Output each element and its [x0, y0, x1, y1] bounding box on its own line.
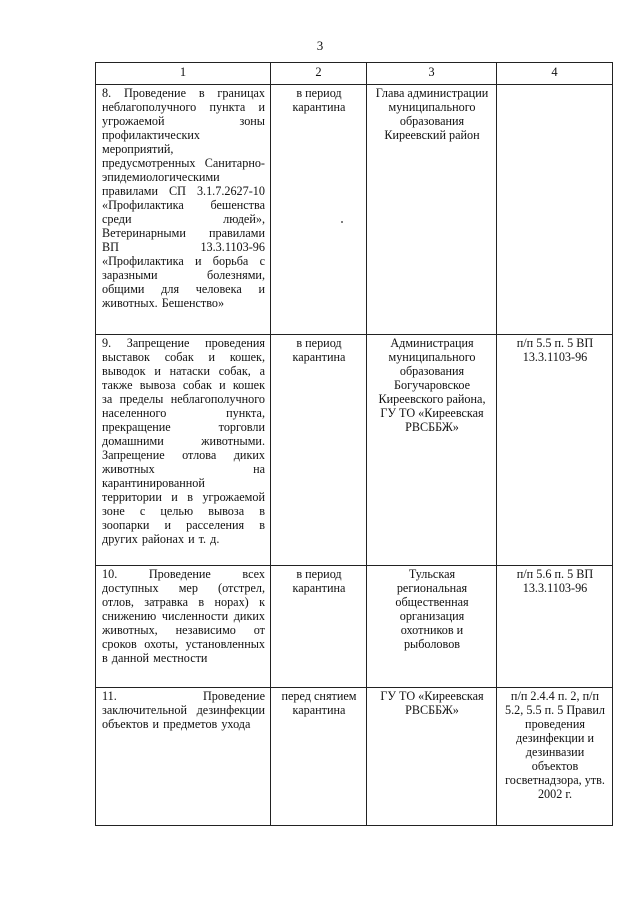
measure-cell: 9. Запрещение проведения выставок собак и кошек, выводок и натаски собак, а также вывоза собак и кошек за пределы неблагополучного населенного пункта, прекращение торговли домашними животными. Запрещение отлова диких животных на карантинированной территории и в угрожаемой зоне с целью вывоза в зоопарки и расселения в других районах и т. д.: [96, 335, 271, 566]
measure-cell: 10. Проведение всех доступных мер (отстрел, отлов, затравка в норах) к снижению численности диких животных, независимо от сроков охоты, установленных в данной местности: [96, 566, 271, 688]
term-cell: в период карантина: [271, 85, 367, 335]
measure-cell: 11. Проведение заключительной дезинфекции объектов и предметов ухода: [96, 688, 271, 826]
table-row: [96, 566, 613, 688]
column-header-3: 3: [367, 63, 497, 85]
executor-cell: ГУ ТО «Киреевская РВСББЖ»: [367, 688, 497, 826]
table-row: [96, 335, 613, 566]
term-cell: перед снятием карантина: [271, 688, 367, 826]
column-header-2: 2: [271, 63, 367, 85]
term-cell: в период карантина: [271, 566, 367, 688]
page-number: 3: [316, 38, 324, 53]
table-row: [96, 688, 613, 826]
executor-cell: Тульская региональная общественная организация охотников и рыболовов: [367, 566, 497, 688]
measure-cell: 8. Проведение в границах неблагополучного пункта и угрожаемой зоны профилактических мероприятий, предусмотренных Санитарно-эпидемиологическими правилами СП 3.1.7.2627-10 «Профилактика бешенства среди людей», Ветеринарными правилами ВП 13.3.1103-96 «Профилактика и борьба с заразными болезнями, общими для человека и животных. Бешенство»: [96, 85, 271, 335]
basis-cell: [497, 85, 613, 335]
measures-table: [95, 62, 613, 826]
term-cell: в период карантина: [271, 335, 367, 566]
column-header-4: 4: [497, 63, 613, 85]
scan-speck: [341, 221, 343, 223]
column-header-1: 1: [96, 63, 271, 85]
basis-cell: п/п 5.6 п. 5 ВП 13.3.1103-96: [497, 566, 613, 688]
basis-cell: п/п 5.5 п. 5 ВП 13.3.1103-96: [497, 335, 613, 566]
table-row: [96, 85, 613, 335]
executor-cell: Администрация муниципального образования Богучаровское Киреевского района, ГУ ТО «Киреевская РВСББЖ»: [367, 335, 497, 566]
table-header-row: [96, 63, 613, 85]
executor-cell: Глава администрации муниципального образования Киреевский район: [367, 85, 497, 335]
basis-cell: п/п 2.4.4 п. 2, п/п 5.2, 5.5 п. 5 Правил проведения дезинфекции и дезинвазии объектов госветнадзора, утв. 2002 г.: [497, 688, 613, 826]
